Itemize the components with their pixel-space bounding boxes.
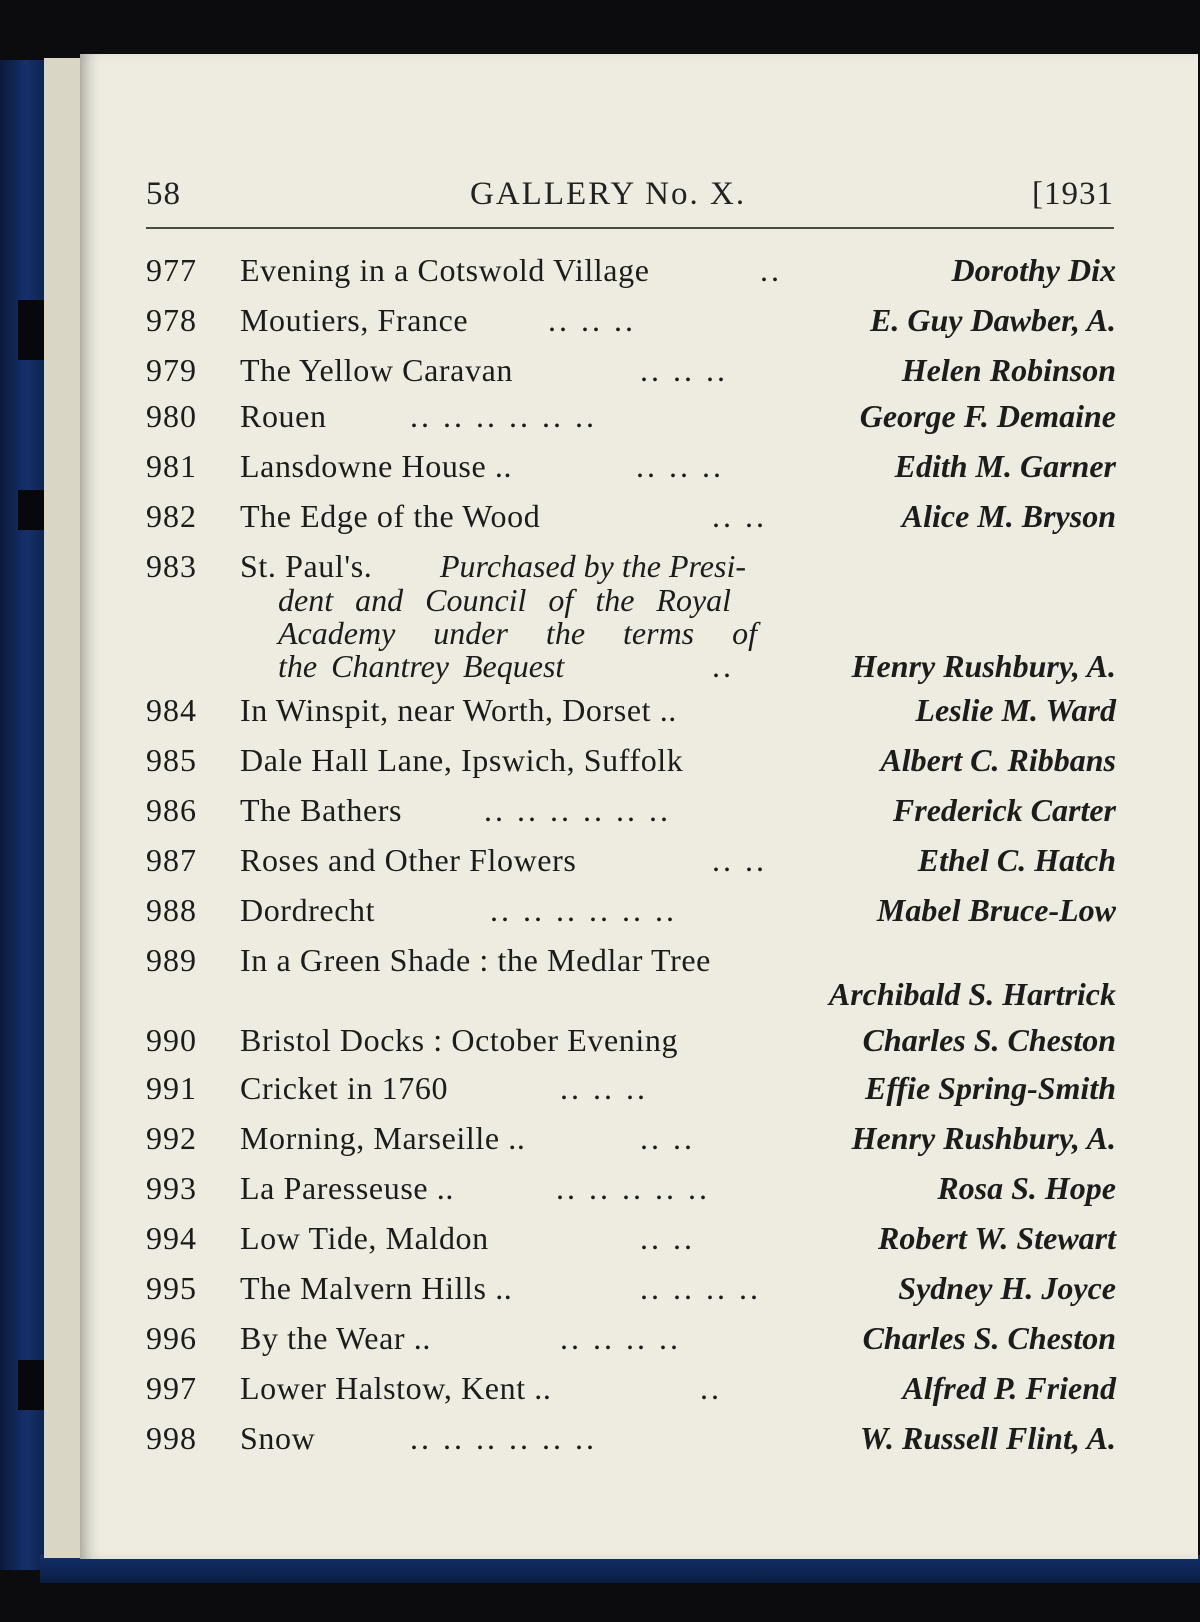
leader-dots: .. .. bbox=[640, 1120, 695, 1156]
entry-number: 993 bbox=[146, 1170, 197, 1206]
entry-artist: Henry Rushbury, A. bbox=[851, 1120, 1116, 1156]
entry-number: 987 bbox=[146, 842, 197, 878]
entry-number: 986 bbox=[146, 792, 197, 828]
entry-title: Dale Hall Lane, Ipswich, Suffolk bbox=[240, 742, 684, 778]
entry-artist: Sydney H. Joyce bbox=[898, 1270, 1116, 1306]
entry-number: 994 bbox=[146, 1220, 197, 1256]
leader-dots: .. .. .. bbox=[640, 352, 728, 388]
entry-title: Cricket in 1760 bbox=[240, 1070, 449, 1106]
entry-artist: Charles S. Cheston bbox=[862, 1022, 1116, 1058]
leader-dots: .. .. .. .. .. bbox=[556, 1170, 710, 1206]
leader-dots: .. .. .. bbox=[560, 1070, 648, 1106]
entry-number: 983 bbox=[146, 548, 197, 584]
entry-title: Morning, Marseille .. bbox=[240, 1120, 526, 1156]
entry-number: 977 bbox=[146, 252, 197, 288]
entry-artist: Archibald S. Hartrick bbox=[828, 976, 1116, 1012]
entry-number: 990 bbox=[146, 1022, 197, 1058]
entry-title: Lansdowne House .. bbox=[240, 448, 513, 484]
book-cover-bottom bbox=[40, 1555, 1200, 1583]
entry-number: 982 bbox=[146, 498, 197, 534]
entry-title: St. Paul's. bbox=[240, 548, 373, 584]
entry-artist: Charles S. Cheston bbox=[862, 1320, 1116, 1356]
entry-title: In Winspit, near Worth, Dorset .. bbox=[240, 692, 677, 728]
entry-note: dent and Council of the Royal bbox=[278, 582, 732, 618]
leader-dots: .. bbox=[712, 648, 734, 684]
entry-artist: E. Guy Dawber, A. bbox=[870, 302, 1116, 338]
leader-dots: .. .. .. .. .. .. bbox=[410, 1420, 597, 1456]
entry-artist: Helen Robinson bbox=[901, 352, 1116, 388]
page-year: [1931 bbox=[1032, 176, 1114, 212]
binding-tab bbox=[18, 490, 44, 530]
entry-artist: W. Russell Flint, A. bbox=[859, 1420, 1116, 1456]
leader-dots: .. .. .. bbox=[548, 302, 636, 338]
entry-artist: Rosa S. Hope bbox=[937, 1170, 1116, 1206]
entry-title: The Yellow Caravan bbox=[240, 352, 513, 388]
entry-number: 979 bbox=[146, 352, 197, 388]
entry-note: Academy under the terms of bbox=[278, 615, 758, 651]
entry-artist: Edith M. Garner bbox=[894, 448, 1116, 484]
entry-number: 989 bbox=[146, 942, 197, 978]
entry-title: By the Wear .. bbox=[240, 1320, 431, 1356]
binding-tab bbox=[18, 300, 44, 360]
entry-title: Moutiers, France bbox=[240, 302, 469, 338]
entry-artist: Effie Spring-Smith bbox=[864, 1070, 1116, 1106]
entry-title: Low Tide, Maldon bbox=[240, 1220, 489, 1256]
entry-title: The Bathers bbox=[240, 792, 403, 828]
entry-title: The Edge of the Wood bbox=[240, 498, 541, 534]
entry-note: the Chantrey Bequest bbox=[278, 648, 565, 684]
entry-artist: Frederick Carter bbox=[892, 792, 1116, 828]
entry-note: Purchased by the Presi- bbox=[440, 548, 746, 584]
leader-dots: .. bbox=[760, 252, 782, 288]
entry-number: 991 bbox=[146, 1070, 197, 1106]
entry-number: 992 bbox=[146, 1120, 197, 1156]
entry-number: 988 bbox=[146, 892, 197, 928]
entry-number: 998 bbox=[146, 1420, 197, 1456]
entry-number: 980 bbox=[146, 398, 197, 434]
entry-artist: Henry Rushbury, A. bbox=[851, 648, 1116, 684]
leader-dots: .. .. .. .. bbox=[640, 1270, 761, 1306]
leader-dots: .. .. .. bbox=[636, 448, 724, 484]
entry-artist: Leslie M. Ward bbox=[915, 692, 1116, 728]
entry-artist: Alfred P. Friend bbox=[902, 1370, 1116, 1406]
page-number: 58 bbox=[146, 176, 181, 212]
entry-title: Lower Halstow, Kent .. bbox=[240, 1370, 552, 1406]
leader-dots: .. .. .. .. .. .. bbox=[490, 892, 677, 928]
entry-title: Snow bbox=[240, 1420, 316, 1456]
entry-number: 996 bbox=[146, 1320, 197, 1356]
entry-title: The Malvern Hills .. bbox=[240, 1270, 513, 1306]
entry-title: Rouen bbox=[240, 398, 327, 434]
entry-artist: Robert W. Stewart bbox=[878, 1220, 1116, 1256]
binding-tab bbox=[18, 1360, 44, 1410]
header-rule bbox=[146, 227, 1114, 229]
entry-number: 995 bbox=[146, 1270, 197, 1306]
entry-artist: Mabel Bruce-Low bbox=[876, 892, 1116, 928]
entry-title: In a Green Shade : the Medlar Tree bbox=[240, 942, 711, 978]
leader-dots: .. .. .. .. .. .. bbox=[410, 398, 597, 434]
entry-title: Roses and Other Flowers bbox=[240, 842, 577, 878]
entry-title: Evening in a Cotswold Village bbox=[240, 252, 650, 288]
leader-dots: .. bbox=[700, 1370, 722, 1406]
entry-artist: George F. Demaine bbox=[859, 398, 1116, 434]
leader-dots: .. .. bbox=[712, 842, 767, 878]
leader-dots: .. .. bbox=[712, 498, 767, 534]
page-title: GALLERY No. X. bbox=[470, 176, 747, 212]
entry-artist: Dorothy Dix bbox=[951, 252, 1116, 288]
entry-artist: Ethel C. Hatch bbox=[917, 842, 1116, 878]
leader-dots: .. .. .. .. .. .. bbox=[484, 792, 671, 828]
entry-number: 981 bbox=[146, 448, 197, 484]
book-cover-spine bbox=[0, 60, 48, 1570]
entry-number: 978 bbox=[146, 302, 197, 338]
entry-artist: Albert C. Ribbans bbox=[880, 742, 1116, 778]
leader-dots: .. .. .. .. bbox=[560, 1320, 681, 1356]
leader-dots: .. .. bbox=[640, 1220, 695, 1256]
entry-title: Bristol Docks : October Evening bbox=[240, 1022, 679, 1058]
entry-title: La Paresseuse .. bbox=[240, 1170, 454, 1206]
entry-artist: Alice M. Bryson bbox=[901, 498, 1116, 534]
entry-number: 997 bbox=[146, 1370, 197, 1406]
entry-number: 984 bbox=[146, 692, 197, 728]
entry-number: 985 bbox=[146, 742, 197, 778]
entry-title: Dordrecht bbox=[240, 892, 376, 928]
